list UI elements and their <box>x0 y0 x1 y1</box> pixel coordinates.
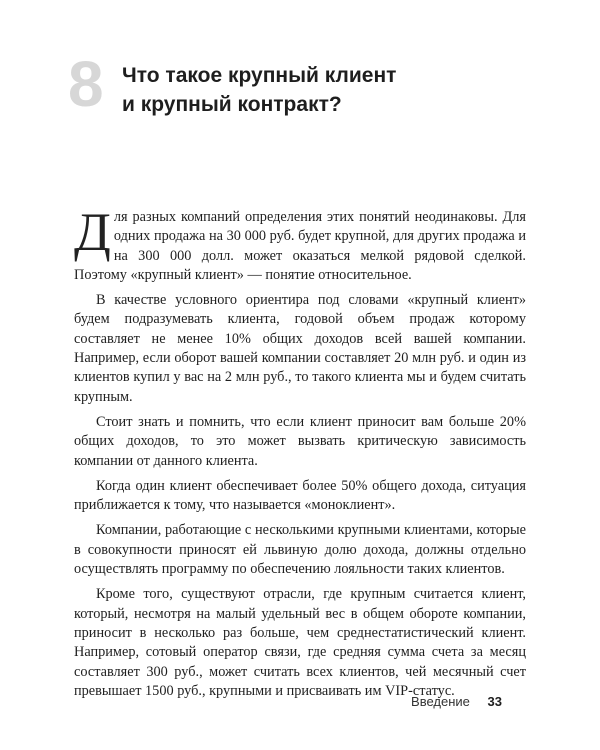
page-footer <box>411 694 502 709</box>
paragraph: Когда один клиент обеспечивает более 50% общего дохода, ситуация приближается к тому, что называется «моноклиент». <box>74 477 526 514</box>
chapter-title <box>122 61 482 119</box>
paragraph: Компании, работающие с несколькими крупными клиентами, которые в совокупности приносят ей львиную долю дохода, должны отдельно осуществлять программу по обеспечению лояльности таких клиентов. <box>74 522 526 578</box>
paragraph: В качестве условного ориентира под словами «крупный клиент» будем подразумевать клиента, годовой объем продаж которому составляет не менее 10% общих доходов всей вашей компании. Например, если оборот вашей компании составляет 20 млн руб. и один из клиентов купил у вас на 2 млн руб., то такого клиента мы и будем считать крупным. <box>74 292 526 405</box>
paragraph: Стоит знать и помнить, что если клиент приносит вам больше 20% общих доходов, то это может вызвать критическую зависимость компании от данного клиента. <box>74 413 526 469</box>
lead-paragraph <box>74 202 526 285</box>
page-number: 33 <box>487 694 502 709</box>
chapter-title-line-2: и крупный контракт? <box>122 93 342 116</box>
footer-section-name: Введение <box>411 694 470 709</box>
body-text <box>74 202 526 707</box>
paragraph: Кроме того, существуют отрасли, где крупным считается клиент, который, несмотря на малый удельный вес в общем обороте компании, приносит в несколько раз больше, чем среднестатистический клиент. Например, сотовый оператор связи, где средняя сумма счета за месяц составляет 300 руб., может считать всех клиентов, чей месячный счет превышает 1500 руб., крупными и присваивать им VIP-статус. <box>74 586 526 699</box>
chapter-number: 8 <box>68 48 104 120</box>
lead-paragraph-text: ля разных компаний определения этих понятий неодинаковы. Для одних продажа на 30 000 руб. будет крупной, для других продажа и на 300 000 долл. может оказаться мелкой рядовой сделкой. Поэтому «крупный клиент» — понятие относительное. <box>74 209 526 283</box>
drop-cap: Д <box>74 202 111 262</box>
chapter-title-line-1: Что такое крупный клиент <box>122 64 397 87</box>
